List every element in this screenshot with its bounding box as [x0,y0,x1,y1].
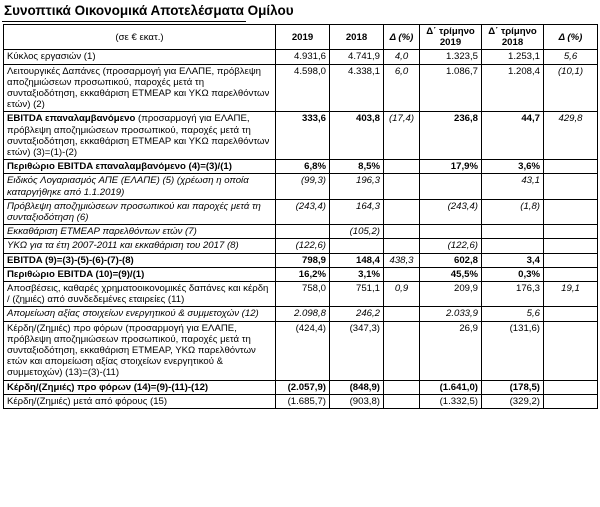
row-label-detail: (προσαρμογή για ΕΛΑΠΕ, πρόβλεψη αποζημιώσεων προσωπικού, παροχές μετά τη συνταξιοδότηση, εκκαθάριση ΕΤΜΕΑΡ και ΥΚΩ παρελθόντων ετών) (3)=(1)-(2) [7,113,270,159]
delta-percent: 438,3 [384,253,420,267]
table-row [4,50,598,64]
value-q4-2018: 1.253,1 [482,50,544,64]
value-q4-2019: 209,9 [420,282,482,307]
value-2018: 8,5% [330,160,384,174]
delta-percent-quarter [544,321,598,380]
table-row [4,282,598,307]
value-2018: (105,2) [330,225,384,239]
table-row [4,64,598,112]
table-row [4,267,598,281]
delta-percent-quarter: 19,1 [544,282,598,307]
title-underline [2,21,246,22]
delta-percent-quarter [544,160,598,174]
value-2019: (2.057,9) [276,380,330,394]
row-label: Περιθώριο EBITDA επαναλαμβανόμενο (4)=(3)/(1) [4,160,276,174]
delta-percent-quarter [544,394,598,408]
table-header-row [4,25,598,50]
value-2019: 798,9 [276,253,330,267]
value-2019: (243,4) [276,199,330,224]
value-2019: 2.098,8 [276,307,330,321]
value-q4-2019: 602,8 [420,253,482,267]
value-2018: 751,1 [330,282,384,307]
table-row [4,394,598,408]
row-label: Πρόβλεψη αποζημιώσεων προσωπικού και παροχές μετά τη συνταξιοδότηση (6) [4,199,276,224]
row-label: Εκκαθάριση ΕΤΜΕΑΡ παρελθόντων ετών (7) [4,225,276,239]
row-label: Κύκλος εργασιών (1) [4,50,276,64]
value-2019 [276,225,330,239]
value-q4-2018: 0,3% [482,267,544,281]
table-row [4,160,598,174]
value-2018 [330,239,384,253]
delta-percent-quarter: 5,6 [544,50,598,64]
delta-percent-quarter [544,307,598,321]
header-q4-2018: Δ΄ τρίμηνο 2018 [482,25,544,50]
page-title: Συνοπτικά Οικονομικά Αποτελέσματα Ομίλου [4,3,294,18]
value-2019: 4.931,6 [276,50,330,64]
header-delta-quarter: Δ (%) [544,25,598,50]
row-label: Κέρδη/(Ζημιές) προ φόρων (προσαρμογή για ΕΛΑΠΕ, πρόβλεψη αποζημιώσεων προσωπικού, παροχές μετά τη συνταξιοδότηση, εκκαθάριση ΕΤΜΕΑΡ, ΥΚΩ παρελθόντων ετών και απομείωση αξίας στοιχείων ενεργητικού & συμμετοχών) (13)=(3)-(11) [4,321,276,380]
row-label: Αποσβέσεις, καθαρές χρηματοοικονομικές δαπάνες και κέρδη / (ζημιές) από συνδεδεμένες εταιρείες (11) [4,282,276,307]
value-q4-2019: 45,5% [420,267,482,281]
delta-percent [384,199,420,224]
value-2018: 148,4 [330,253,384,267]
value-q4-2018: (1,8) [482,199,544,224]
delta-percent [384,267,420,281]
value-2019: 333,6 [276,112,330,160]
value-q4-2019: 17,9% [420,160,482,174]
header-q4-2019: Δ΄ τρίμηνο 2019 [420,25,482,50]
value-q4-2019: (1.332,5) [420,394,482,408]
value-q4-2018: (329,2) [482,394,544,408]
value-q4-2018: 1.208,4 [482,64,544,112]
value-q4-2019: 1.323,5 [420,50,482,64]
value-2019: (1.685,7) [276,394,330,408]
delta-percent [384,321,420,380]
value-q4-2018: 44,7 [482,112,544,160]
value-q4-2019: (122,6) [420,239,482,253]
value-q4-2019 [420,174,482,199]
value-q4-2018: (131,6) [482,321,544,380]
value-2018: 3,1% [330,267,384,281]
value-2019: 758,0 [276,282,330,307]
value-2019: 16,2% [276,267,330,281]
value-q4-2019: 2.033,9 [420,307,482,321]
delta-percent [384,307,420,321]
value-2019: 4.598,0 [276,64,330,112]
value-q4-2018: 176,3 [482,282,544,307]
delta-percent-quarter [544,239,598,253]
header-2019: 2019 [276,25,330,50]
value-2018: 246,2 [330,307,384,321]
header-unit: (σε € εκατ.) [4,25,276,50]
value-2018: 4.741,9 [330,50,384,64]
delta-percent-quarter [544,267,598,281]
delta-percent: 0,9 [384,282,420,307]
row-label: Λειτουργικές Δαπάνες (προσαρμογή για ΕΛΑΠΕ, πρόβλεψη αποζημιώσεων προσωπικού, παροχές μετά τη συνταξιοδότηση, εκκαθάριση ΕΤΜΕΑΡ και ΥΚΩ παρελθόντων ετών) (2) [4,64,276,112]
delta-percent [384,174,420,199]
delta-percent-quarter: 429,8 [544,112,598,160]
delta-percent [384,225,420,239]
row-label: ΥΚΩ για τα έτη 2007-2011 και εκκαθάριση του 2017 (8) [4,239,276,253]
delta-percent-quarter [544,380,598,394]
table-row [4,199,598,224]
value-q4-2019 [420,225,482,239]
delta-percent-quarter: (10,1) [544,64,598,112]
value-q4-2019: 26,9 [420,321,482,380]
delta-percent: 6,0 [384,64,420,112]
value-q4-2018: 3,4 [482,253,544,267]
value-2019: (99,3) [276,174,330,199]
value-q4-2018: 3,6% [482,160,544,174]
value-q4-2018 [482,239,544,253]
value-2018: (347,3) [330,321,384,380]
delta-percent [384,239,420,253]
table-row [4,239,598,253]
delta-percent [384,160,420,174]
value-q4-2019: (243,4) [420,199,482,224]
value-q4-2018: 5,6 [482,307,544,321]
value-2018: 164,3 [330,199,384,224]
value-2018: (848,9) [330,380,384,394]
delta-percent-quarter [544,174,598,199]
value-2018: 403,8 [330,112,384,160]
row-label [4,112,276,160]
value-q4-2019: 1.086,7 [420,64,482,112]
table-row [4,253,598,267]
delta-percent-quarter [544,253,598,267]
delta-percent: 4,0 [384,50,420,64]
table-row [4,225,598,239]
value-2018: (903,8) [330,394,384,408]
value-q4-2019: (1.641,0) [420,380,482,394]
delta-percent [384,380,420,394]
row-label: Περιθώριο EBITDA (10)=(9)/(1) [4,267,276,281]
value-2018: 4.338,1 [330,64,384,112]
delta-percent-quarter [544,199,598,224]
header-delta: Δ (%) [384,25,420,50]
value-2019: (122,6) [276,239,330,253]
value-2018: 196,3 [330,174,384,199]
delta-percent: (17,4) [384,112,420,160]
table-row [4,174,598,199]
delta-percent [384,394,420,408]
row-label-heading: EBITDA επαναλαμβανόμενο [7,113,136,125]
financial-results-table [3,24,598,409]
value-q4-2018: 43,1 [482,174,544,199]
value-q4-2019: 236,8 [420,112,482,160]
table-row [4,112,598,160]
header-2018: 2018 [330,25,384,50]
row-label: Κέρδη/(Ζημιές) μετά από φόρους (15) [4,394,276,408]
value-2019: (424,4) [276,321,330,380]
table-row [4,307,598,321]
row-label: Ειδικός Λογαριασμός ΑΠΕ (ΕΛΑΠΕ) (5) (χρέωση η οποία καταργήθηκε από 1.1.2019) [4,174,276,199]
row-label: EBITDA (9)=(3)-(5)-(6)-(7)-(8) [4,253,276,267]
row-label: Απομείωση αξίας στοιχείων ενεργητικού & συμμετοχών (12) [4,307,276,321]
table-row [4,380,598,394]
table-row [4,321,598,380]
value-2019: 6,8% [276,160,330,174]
delta-percent-quarter [544,225,598,239]
row-label: Κέρδη/(Ζημιές) προ φόρων (14)=(9)-(11)-(12) [4,380,276,394]
value-q4-2018: (178,5) [482,380,544,394]
value-q4-2018 [482,225,544,239]
